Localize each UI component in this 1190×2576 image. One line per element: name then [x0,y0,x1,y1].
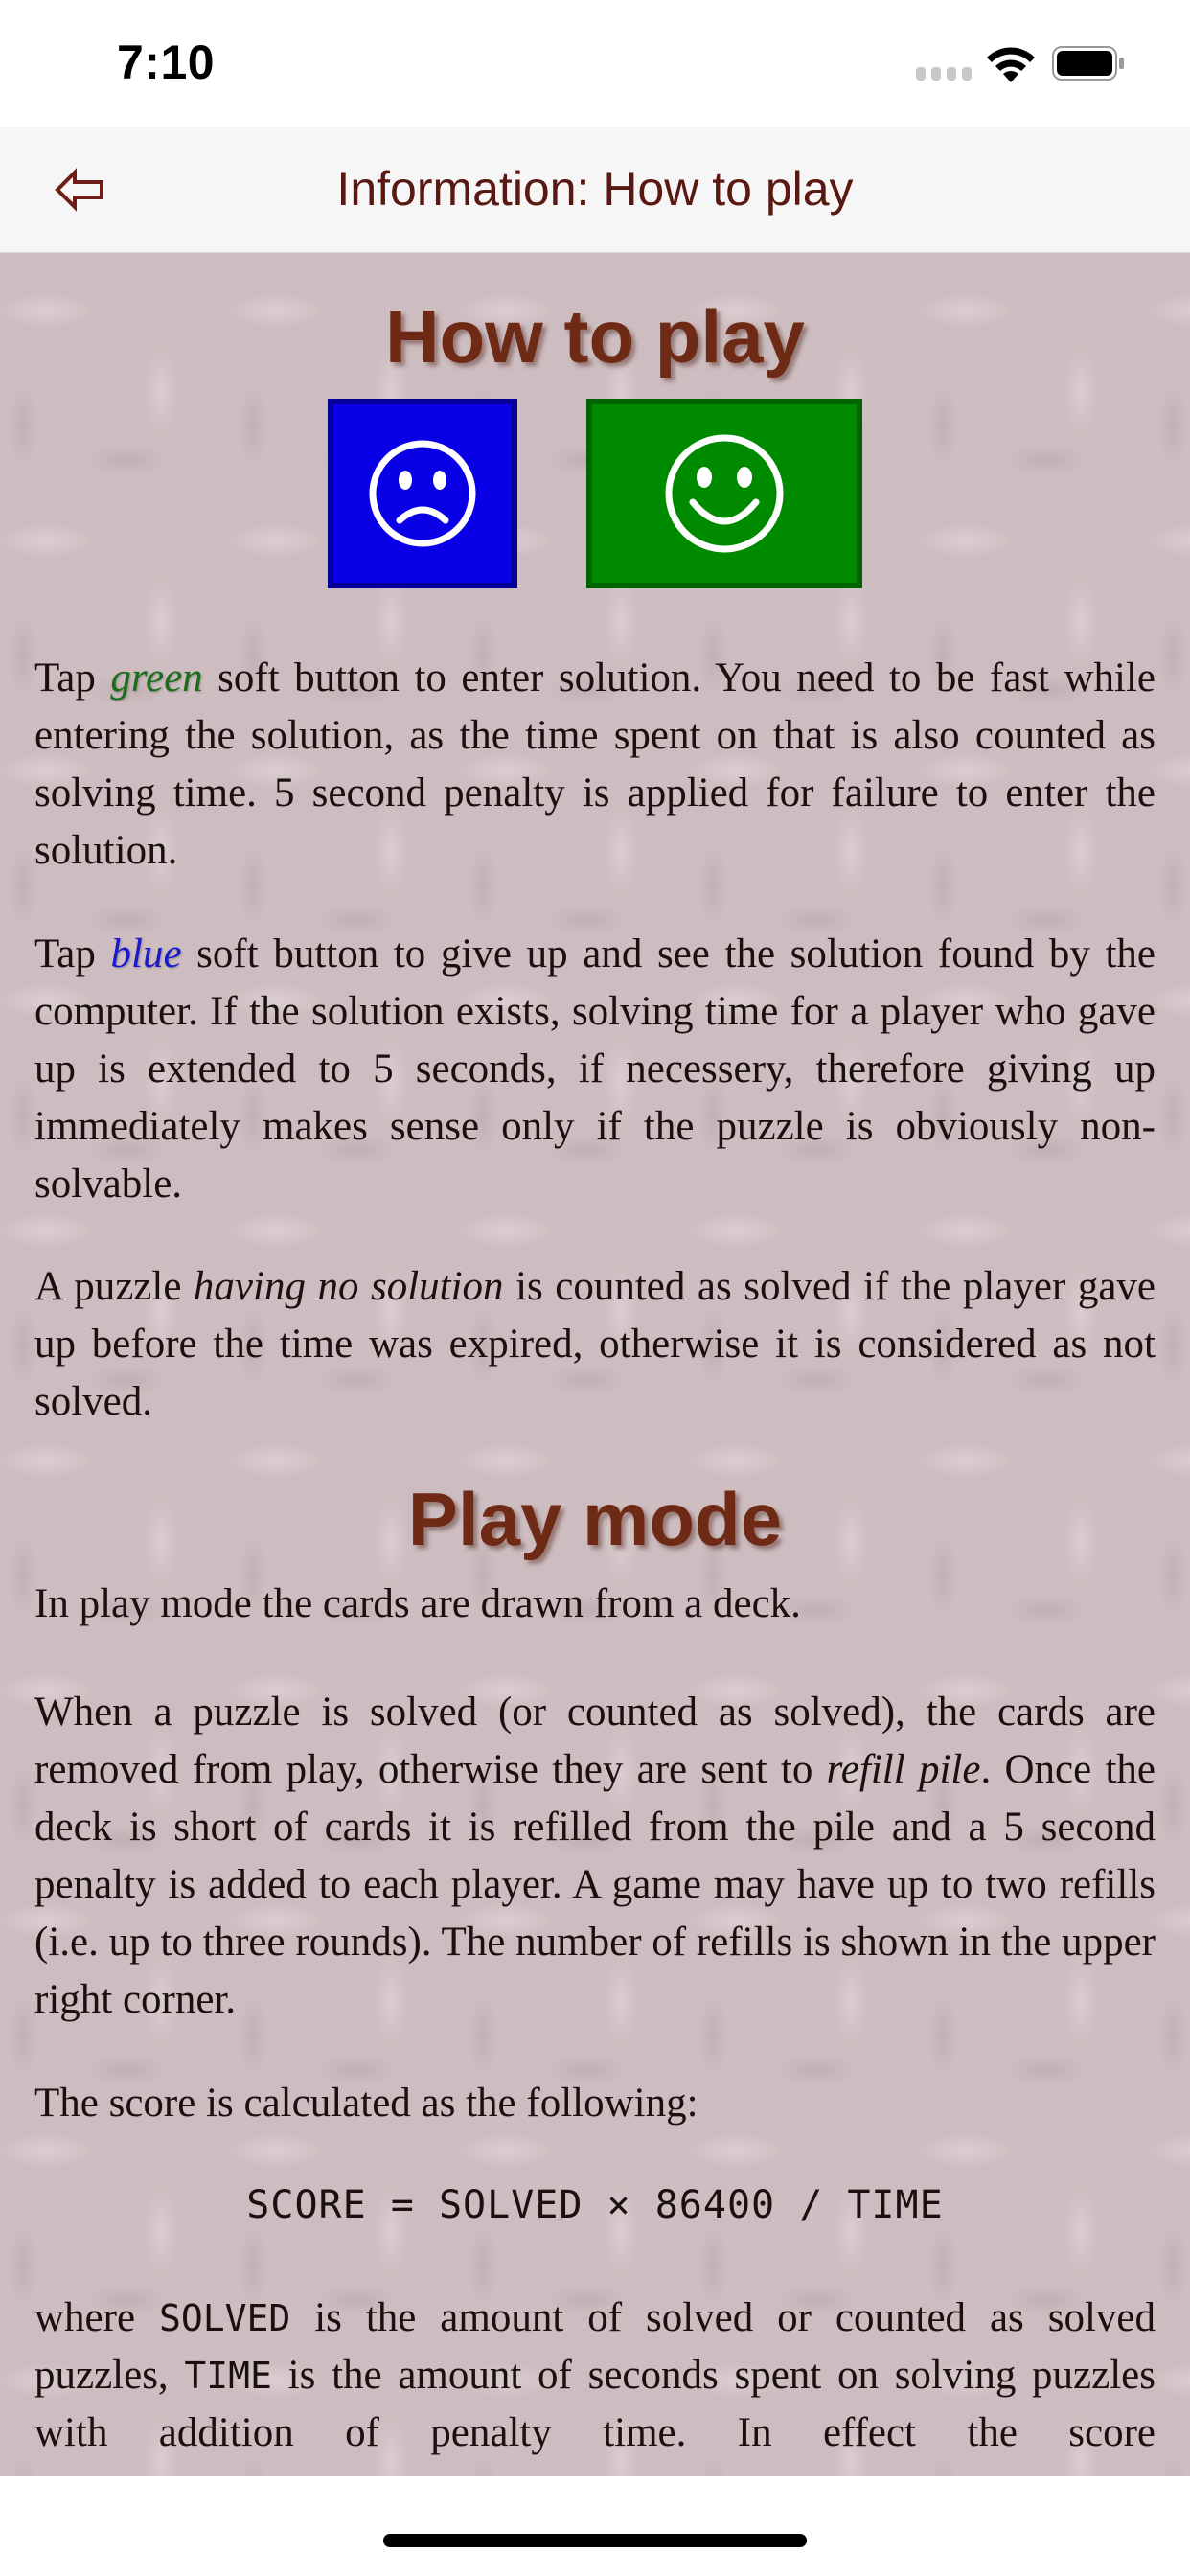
content-scroll-area[interactable] [0,253,1190,2476]
paragraph-enter-solution: Tap green soft button to enter solution. You need to be fast while entering the solution, as the time spent on that is also counted as solving time. 5 second penalty is applied for failure to enter the solution. [34,656,1156,873]
paragraph-no-solution: A puzzle having no solution is counted as solved if the player gave up before the time was expired, otherwise it is considered as not solved. [34,1264,1156,1424]
happy-face-icon [660,429,789,558]
sad-face-icon [365,436,480,551]
home-indicator[interactable] [383,2534,807,2547]
navigation-bar [0,126,1190,253]
heading-how-to-play: How to play [385,294,805,379]
green-word: green [110,656,203,701]
enter-solution-button-illustration [586,399,862,588]
paragraph-score-intro: The score is calculated as the following: [34,2081,698,2126]
paragraph-refill: When a puzzle is solved (or counted as solved), the cards are removed from play, otherwise they are sent to refill pile. Once the deck is short of cards it is refilled from the pile and a 5 second penalty is added to each player. A game may have up to two refills (i.e. up to three rounds). The number of refills is shown in the upper right corner. [34,1690,1156,2022]
wifi-icon [983,42,1039,84]
heading-play-mode: Play mode [407,1477,783,1561]
give-up-button-illustration [328,399,517,588]
blue-word: blue [110,932,182,977]
score-formula: SCORE = SOLVED × 86400 / TIME [246,2183,944,2227]
battery-icon [1052,46,1125,80]
paragraph-play-mode-intro: In play mode the cards are drawn from a deck. [34,1581,801,1626]
paragraph-give-up: Tap blue soft button to give up and see the solution found by the computer. If the solution exists, solving time for a player who gave up is extended to 5 seconds, if necessery, therefore giving up immediately makes sense only if the puzzle is obviously non-solvable. [34,932,1156,1207]
paragraph-score-explanation: where SOLVED is the amount of solved or counted as solved puzzles, TIME is the amount of seconds spent on solving puzzles with addition of penalty time. In effect the score [34,2295,1156,2455]
status-time: 7:10 [117,35,216,89]
bottom-safe-area [0,2476,1190,2576]
page-title: Information: How to play [336,162,854,216]
cellular-signal-icon [916,67,972,80]
status-bar [0,0,1190,126]
